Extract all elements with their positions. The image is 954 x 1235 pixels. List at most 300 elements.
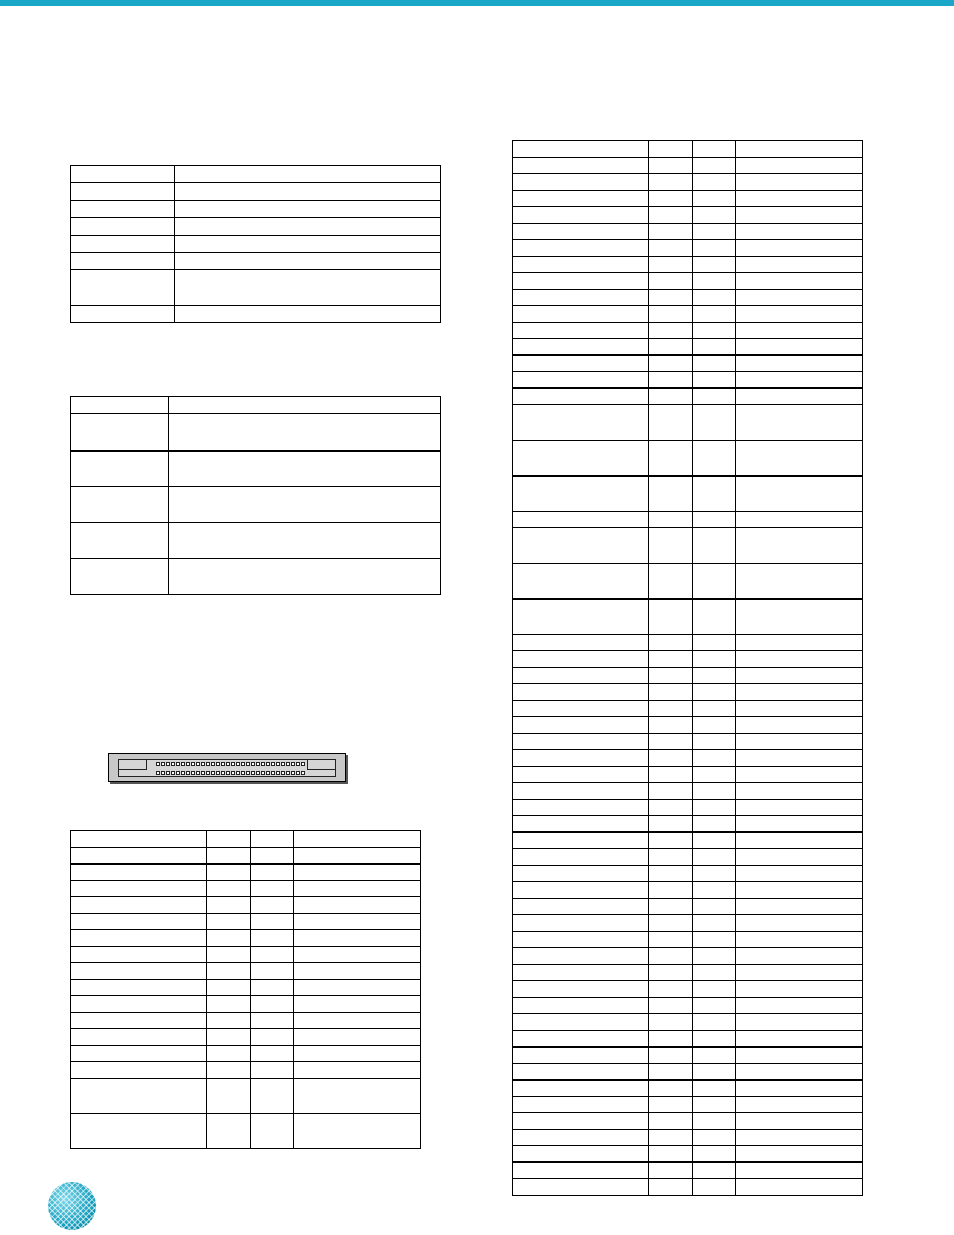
table-row xyxy=(513,981,863,998)
table-cell xyxy=(513,684,649,701)
table-cell xyxy=(693,440,736,476)
table-cell xyxy=(513,849,649,866)
table-cell xyxy=(207,847,251,864)
table-row xyxy=(513,931,863,948)
table-cell xyxy=(71,913,207,930)
table-row xyxy=(513,440,863,476)
table-cell xyxy=(693,1162,736,1179)
table-cell xyxy=(513,733,649,750)
table-cell xyxy=(649,240,693,257)
table-cell xyxy=(251,979,294,996)
table-cell xyxy=(513,355,649,372)
table-cell xyxy=(736,667,863,684)
connector-pin xyxy=(191,762,195,766)
table-cell xyxy=(736,440,863,476)
table-row xyxy=(71,451,441,487)
table-row xyxy=(513,684,863,701)
globe-dots-logo-icon xyxy=(48,1182,96,1230)
table-cell xyxy=(649,667,693,684)
table-cell xyxy=(649,700,693,717)
table-cell xyxy=(513,372,649,389)
table-cell xyxy=(693,882,736,899)
table-cell xyxy=(71,1062,207,1079)
table-row xyxy=(513,667,863,684)
connector-pin xyxy=(291,771,295,775)
table-cell xyxy=(513,964,649,981)
table-cell xyxy=(693,141,736,158)
table-cell xyxy=(736,1096,863,1113)
table-cell xyxy=(513,157,649,174)
table-cell xyxy=(513,717,649,734)
connector-pin xyxy=(206,762,210,766)
table-row xyxy=(513,915,863,932)
table-row xyxy=(71,1012,421,1029)
table-cell xyxy=(649,355,693,372)
table-cell xyxy=(736,157,863,174)
header-accent-rule xyxy=(0,0,954,6)
table-cell xyxy=(736,207,863,224)
table-row xyxy=(513,1063,863,1080)
table-row xyxy=(513,1096,863,1113)
table-cell xyxy=(649,948,693,965)
table-cell xyxy=(693,1014,736,1031)
table-cell xyxy=(693,684,736,701)
table-cell xyxy=(693,1179,736,1196)
table-cell xyxy=(693,339,736,356)
connector-pin xyxy=(236,762,240,766)
table-cell xyxy=(693,931,736,948)
connector-pin xyxy=(246,771,250,775)
table-cell xyxy=(513,256,649,273)
table-cell xyxy=(649,207,693,224)
connector-pin xyxy=(176,762,180,766)
table-cell xyxy=(649,1146,693,1163)
table-cell xyxy=(736,599,863,635)
table-cell xyxy=(649,1047,693,1064)
table-row xyxy=(71,930,421,947)
table-cell xyxy=(736,355,863,372)
table-cell xyxy=(649,563,693,599)
connector-pin xyxy=(296,762,300,766)
connector-pin xyxy=(251,771,255,775)
table-cell xyxy=(207,880,251,897)
connector-pin xyxy=(211,771,215,775)
table-row xyxy=(513,816,863,833)
table-cell xyxy=(207,831,251,848)
table-cell xyxy=(513,997,649,1014)
table-cell xyxy=(693,865,736,882)
connector-pin xyxy=(276,762,280,766)
table-cell xyxy=(649,190,693,207)
table-cell xyxy=(736,1129,863,1146)
table-cell xyxy=(513,651,649,668)
table-cell xyxy=(649,783,693,800)
table-cell xyxy=(649,372,693,389)
table-cell xyxy=(649,306,693,323)
connector-pin xyxy=(176,771,180,775)
table-cell xyxy=(693,223,736,240)
table-row xyxy=(71,183,441,201)
table-cell xyxy=(513,634,649,651)
table-row xyxy=(513,766,863,783)
table-cell xyxy=(294,847,421,864)
table-cell xyxy=(649,1030,693,1047)
table-cell xyxy=(251,1012,294,1029)
table-row xyxy=(513,240,863,257)
table-cell xyxy=(736,511,863,528)
table-cell xyxy=(693,405,736,441)
table-row xyxy=(513,273,863,290)
table-cell xyxy=(693,766,736,783)
table-cell xyxy=(513,1179,649,1196)
table-cell xyxy=(693,528,736,564)
table-cell xyxy=(693,750,736,767)
table-cell xyxy=(513,865,649,882)
table-cell xyxy=(649,1096,693,1113)
table-cell xyxy=(649,997,693,1014)
connector-pin xyxy=(216,771,220,775)
table-cell xyxy=(736,405,863,441)
table-cell xyxy=(736,339,863,356)
table-cell xyxy=(693,174,736,191)
table-cell xyxy=(736,141,863,158)
table-cell xyxy=(649,651,693,668)
table-cell xyxy=(693,1096,736,1113)
table-cell xyxy=(649,405,693,441)
table-cell xyxy=(693,667,736,684)
table-cell xyxy=(736,931,863,948)
table-cell xyxy=(71,1029,207,1046)
table-cell xyxy=(513,816,649,833)
table-cell xyxy=(736,832,863,849)
table-cell xyxy=(513,898,649,915)
table-cell xyxy=(736,476,863,512)
table-row xyxy=(71,897,421,914)
table-cell xyxy=(294,930,421,947)
table-cell xyxy=(649,865,693,882)
table-row xyxy=(513,190,863,207)
table-cell xyxy=(513,306,649,323)
table-cell xyxy=(71,847,207,864)
table-cell xyxy=(207,996,251,1013)
table-cell xyxy=(693,322,736,339)
table-cell xyxy=(736,388,863,405)
table-cell xyxy=(649,1179,693,1196)
table-cell xyxy=(251,930,294,947)
connector-pin xyxy=(216,762,220,766)
table-cell xyxy=(513,511,649,528)
table-cell xyxy=(736,1047,863,1064)
table-row xyxy=(513,289,863,306)
table-cell xyxy=(207,897,251,914)
table-row xyxy=(513,750,863,767)
table-row xyxy=(513,832,863,849)
table-cell xyxy=(207,1029,251,1046)
connector-pin xyxy=(211,762,215,766)
table-cell xyxy=(693,733,736,750)
table-cell xyxy=(736,981,863,998)
connector-pin xyxy=(196,762,200,766)
table-cell xyxy=(736,372,863,389)
table-cell xyxy=(513,1096,649,1113)
connector-pin xyxy=(301,762,305,766)
table-cell xyxy=(649,634,693,651)
table-cell xyxy=(294,913,421,930)
connector-pin xyxy=(221,771,225,775)
table-cell xyxy=(693,599,736,635)
connector-pin xyxy=(296,771,300,775)
table-cell xyxy=(693,240,736,257)
spec-table-1 xyxy=(70,165,441,323)
connector-pin xyxy=(261,771,265,775)
table-cell xyxy=(736,997,863,1014)
connector-pin xyxy=(241,771,245,775)
table-cell xyxy=(649,141,693,158)
table-cell xyxy=(207,1062,251,1079)
table-row xyxy=(513,388,863,405)
table-cell xyxy=(736,684,863,701)
pin-table-right xyxy=(512,140,863,1196)
table-cell xyxy=(513,240,649,257)
table-cell xyxy=(71,897,207,914)
connector-pin xyxy=(241,762,245,766)
connector-pin xyxy=(286,771,290,775)
table-row xyxy=(513,306,863,323)
table-cell xyxy=(736,816,863,833)
table-row xyxy=(513,372,863,389)
table-cell xyxy=(736,898,863,915)
table-cell xyxy=(693,190,736,207)
table-cell xyxy=(693,207,736,224)
table-cell xyxy=(693,1063,736,1080)
table-row xyxy=(71,306,441,323)
table-row xyxy=(513,948,863,965)
connector-pin xyxy=(236,771,240,775)
table-cell xyxy=(649,915,693,932)
table-cell xyxy=(693,717,736,734)
table-cell xyxy=(693,355,736,372)
table-row xyxy=(513,563,863,599)
connector-pin xyxy=(156,762,160,766)
table-row xyxy=(513,1179,863,1196)
table-cell xyxy=(649,832,693,849)
table-cell xyxy=(513,1063,649,1080)
connector-pin xyxy=(201,762,205,766)
table-cell xyxy=(693,832,736,849)
table-cell xyxy=(71,979,207,996)
table-cell xyxy=(693,849,736,866)
table-row xyxy=(71,253,441,270)
table-row xyxy=(513,256,863,273)
table-row xyxy=(71,166,441,183)
table-row xyxy=(513,1113,863,1130)
connector-pin xyxy=(231,762,235,766)
table-cell xyxy=(71,996,207,1013)
table-cell xyxy=(693,372,736,389)
table-cell xyxy=(251,1113,294,1148)
connector-pin xyxy=(171,771,175,775)
table-cell xyxy=(693,700,736,717)
table-row xyxy=(513,997,863,1014)
connector-pin xyxy=(201,771,205,775)
table-cell xyxy=(294,979,421,996)
table-cell xyxy=(693,157,736,174)
table-row xyxy=(513,898,863,915)
table-cell xyxy=(649,599,693,635)
table-row xyxy=(71,979,421,996)
table-cell xyxy=(736,915,863,932)
connector-pin xyxy=(266,762,270,766)
table-cell xyxy=(71,880,207,897)
table-cell xyxy=(736,948,863,965)
table-row xyxy=(513,1146,863,1163)
table-cell xyxy=(736,289,863,306)
table-cell xyxy=(693,915,736,932)
table-cell xyxy=(649,1129,693,1146)
table-cell xyxy=(251,864,294,881)
table-row xyxy=(513,528,863,564)
table-cell xyxy=(513,223,649,240)
table-cell xyxy=(649,388,693,405)
table-cell xyxy=(513,783,649,800)
table-cell xyxy=(736,240,863,257)
table-cell xyxy=(649,766,693,783)
table-cell xyxy=(513,476,649,512)
table-row xyxy=(71,270,441,306)
table-cell xyxy=(736,882,863,899)
table-cell xyxy=(736,1146,863,1163)
table-cell xyxy=(294,1113,421,1148)
table-cell xyxy=(513,174,649,191)
connector-pin xyxy=(221,762,225,766)
table-cell xyxy=(693,563,736,599)
table-cell xyxy=(513,981,649,998)
table-cell xyxy=(693,651,736,668)
table-cell xyxy=(736,651,863,668)
table-cell xyxy=(649,816,693,833)
table-row xyxy=(71,913,421,930)
table-cell xyxy=(649,223,693,240)
table-cell xyxy=(736,766,863,783)
spec-table-2 xyxy=(70,396,441,595)
table-row xyxy=(513,1080,863,1097)
table-cell xyxy=(251,831,294,848)
table-row xyxy=(513,717,863,734)
connector-pin xyxy=(166,762,170,766)
table-cell xyxy=(251,880,294,897)
table-row xyxy=(513,1014,863,1031)
table-cell xyxy=(513,766,649,783)
table-cell xyxy=(736,1179,863,1196)
table-row xyxy=(71,996,421,1013)
table-row xyxy=(71,880,421,897)
table-cell xyxy=(513,440,649,476)
table-cell xyxy=(251,847,294,864)
table-cell xyxy=(649,684,693,701)
connector-pin xyxy=(261,762,265,766)
table-cell xyxy=(207,864,251,881)
connector-pin xyxy=(196,771,200,775)
table-cell xyxy=(294,864,421,881)
table-cell xyxy=(649,174,693,191)
connector-pin xyxy=(231,771,235,775)
table-cell xyxy=(649,981,693,998)
table-cell xyxy=(693,997,736,1014)
table-cell xyxy=(251,1029,294,1046)
table-cell xyxy=(251,897,294,914)
table-cell xyxy=(513,1047,649,1064)
table-cell xyxy=(71,864,207,881)
table-cell xyxy=(649,256,693,273)
table-cell xyxy=(736,563,863,599)
connector-pin xyxy=(161,771,165,775)
table-cell xyxy=(294,1078,421,1113)
table-cell xyxy=(207,1045,251,1062)
table-row xyxy=(513,511,863,528)
connector-pin xyxy=(271,762,275,766)
table-cell xyxy=(649,528,693,564)
connector-pin xyxy=(301,771,305,775)
table-cell xyxy=(693,511,736,528)
table-cell xyxy=(736,700,863,717)
table-row xyxy=(513,339,863,356)
table-cell xyxy=(513,599,649,635)
table-row xyxy=(513,651,863,668)
table-cell xyxy=(736,750,863,767)
table-cell xyxy=(736,964,863,981)
table-row xyxy=(513,157,863,174)
table-cell xyxy=(693,273,736,290)
table-row xyxy=(513,476,863,512)
connector-pin xyxy=(161,762,165,766)
table-cell xyxy=(513,882,649,899)
table-cell xyxy=(649,750,693,767)
table-cell xyxy=(251,913,294,930)
table-cell xyxy=(649,1080,693,1097)
table-cell xyxy=(294,996,421,1013)
table-row xyxy=(71,1078,421,1113)
table-cell xyxy=(513,1014,649,1031)
table-cell xyxy=(649,339,693,356)
table-cell xyxy=(693,799,736,816)
table-cell xyxy=(649,1162,693,1179)
connector-slot xyxy=(118,759,336,777)
connector-pin xyxy=(156,771,160,775)
table-cell xyxy=(736,717,863,734)
connector-pin xyxy=(181,771,185,775)
table-row xyxy=(71,831,421,848)
table-row xyxy=(513,1129,863,1146)
table-cell xyxy=(736,256,863,273)
table-row xyxy=(513,322,863,339)
table-cell xyxy=(736,1113,863,1130)
connector-pin xyxy=(286,762,290,766)
table-row xyxy=(513,223,863,240)
table-row xyxy=(71,414,441,451)
table-cell xyxy=(71,930,207,947)
table-cell xyxy=(513,528,649,564)
table-cell xyxy=(71,963,207,980)
table-cell xyxy=(693,898,736,915)
table-cell xyxy=(513,141,649,158)
table-cell xyxy=(693,388,736,405)
table-cell xyxy=(294,1062,421,1079)
table-cell xyxy=(693,634,736,651)
table-cell xyxy=(513,563,649,599)
table-cell xyxy=(736,865,863,882)
table-cell xyxy=(513,1162,649,1179)
connector-pin xyxy=(276,771,280,775)
